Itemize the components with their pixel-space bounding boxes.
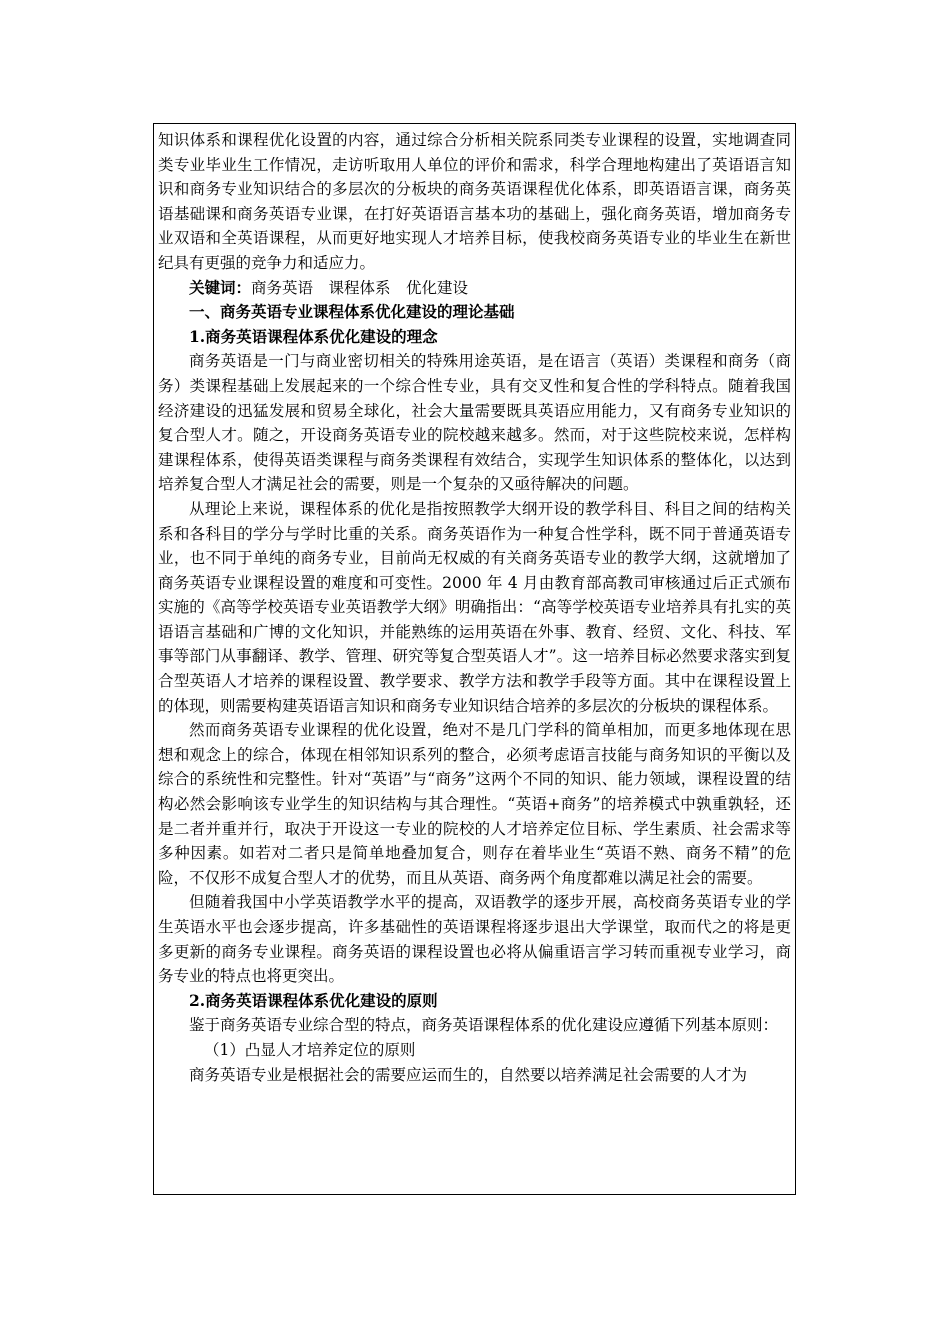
paragraph: 从理论上来说，课程体系的优化是指按照教学大纲开设的教学科目、科目之间的结构关系和各科目的学分与学时比重的关系。商务英语作为一种复合性学科，既不同于普通英语专业，也不同于单纯的商务专业，目前尚无权威的有关商务英语专业的教学大纲，这就增加了商务英语专业课程设置的难度和可变性。2000 年 4 月由教育部高教司审核通过后正式颁布实施的《高等学校英语专业英语教学大纲》明确指出：“高等学校英语专业培养具有扎实的英语语言基础和广博的文化知识，并能熟练的运用英语在外事、教育、经贸、文化、科技、军事等部门从事翻译、教学、管理、研究等复合型英语人才”。这一培养目标必然要求落实到复合型英语人才培养的课程设置、教学要求、教学方法和教学手段等方面。其中在课程设置上的体现，则需要构建英语语言知识和商务专业知识结合培养的多层次的分板块的课程体系。 xyxy=(158,499,791,715)
paragraph: 鉴于商务英语专业综合型的特点，商务英语课程体系的优化建设应遵循下列基本原则： xyxy=(189,1016,779,1035)
principle-heading-1: （1）凸显人才培养定位的原则 xyxy=(204,1040,416,1059)
abstract-tail: 知识体系和课程优化设置的内容，通过综合分析相关院系同类专业课程的设置，实地调查同类专业毕业生工作情况，走访听取用人单位的评价和需求，科学合理地构建出了英语语言知识和商务专业知识结合的多层次的分板块的商务英语课程优化体系，即英语语言课，商务英语基础课和商务英语专业课，在打好英语语言基本功的基础上，强化商务英语，增加商务专业双语和全英语课程，从而更好地实现人才培养目标，使我校商务英语专业的毕业生在新世纪具有更强的竞争力和适应力。 xyxy=(158,131,791,272)
paragraph: 商务英语专业是根据社会的需要应运而生的，自然要以培养满足社会需要的人才为 xyxy=(189,1065,748,1084)
paragraph: 然而商务英语专业课程的优化设置，绝对不是几门学科的简单相加，而更多地体现在思想和观念上的综合，体现在相邻知识系列的整合，必须考虑语言技能与商务知识的平衡以及综合的系统性和完整性。针对“英语”与“商务”这两个不同的知识、能力领域，课程设置的结构必然会影响该专业学生的知识结构与其合理性。“英语+商务”的培养模式中孰重孰轻，还是二者并重并行，取决于开设这一专业的院校的人才培养定位目标、学生素质、社会需求等多种因素。如若对二者只是简单地叠加复合，则存在着毕业生“英语不熟、商务不精”的危险，不仅形不成复合型人才的优势，而且从英语、商务两个角度都难以满足社会的需要。 xyxy=(158,721,791,887)
section-heading-1: 一、商务英语专业课程体系优化建设的理论基础 xyxy=(189,302,515,322)
paragraph: 但随着我国中小学英语教学水平的提高，双语教学的逐步开展，高校商务英语专业的学生英语水平也会逐步提高，许多基础性的英语课程将逐步退出大学课堂，取而代之的将是更多更新的商务专业课程。商务英语的课程设置也必将从偏重语言学习转而重视专业学习，商务专业的特点也将更突出。 xyxy=(158,893,791,986)
document-body xyxy=(158,128,791,1087)
keywords-label: 关键词： xyxy=(189,277,252,297)
subsection-heading-1: 1.商务英语课程体系优化建设的理念 xyxy=(189,326,438,346)
subsection-heading-2: 2.商务英语课程体系优化建设的原则 xyxy=(189,990,438,1010)
keywords-items: 商务英语 课程体系 优化建设 xyxy=(251,278,469,297)
paragraph: 商务英语是一门与商业密切相关的特殊用途英语，是在语言（英语）类课程和商务（商务）类课程基础上发展起来的一个综合性专业，具有交叉性和复合性的学科特点。随着我国经济建设的迅猛发展和贸易全球化，社会大量需要既具英语应用能力，又有商务专业知识的复合型人才。随之，开设商务英语专业的院校越来越多。然而，对于这些院校来说，怎样构建课程体系，使得英语类课程与商务类课程有效结合，实现学生知识体系的整体化，以达到培养复合型人才满足社会的需要，则是一个复杂的又亟待解决的问题。 xyxy=(158,352,791,494)
keywords-line xyxy=(158,276,791,301)
document-frame xyxy=(153,123,796,1195)
